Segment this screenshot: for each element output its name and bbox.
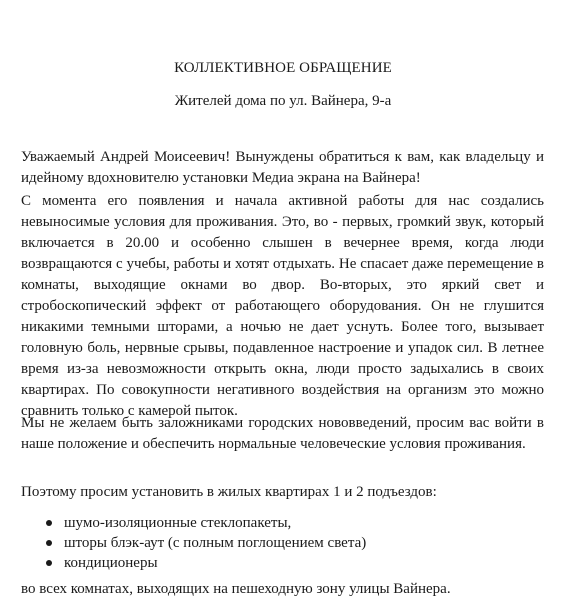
main-paragraph: С момента его появления и начала активной работы для нас создались невыносимые условия для проживания. Это, во - первых, громкий звук, который включается в 20.00 и особенно слышен в вечернее время, когда люди возвращаются с учебы, работы и хотят отдыхать. Не спасает даже перемещение в комнаты, выходящие окнами во двор. Во-вторых, это яркий свет и стробоскопический эффект от работающего оборудования. Он не глушится никакими темными шторами, а ночью не дает уснуть. Более того, вызывает головную боль, нервные срывы, подавленное настроение и упадок сил. В летнее время из-за невозможности открыть окна, люди просто задыхались в своих квартирах. По совокупности негативного воздействия на организм это можно сравнить только с камерой пыток. [21,193,544,419]
closing-line: во всех комнатах, выходящих на пешеходную зону улицы Вайнера. [21,581,451,597]
bullet-item: шторы блэк-аут (с полным поглощением света) [44,533,366,553]
bullet-item: кондиционеры [44,553,366,573]
bullet-item: шумо-изоляционные стеклопакеты, [44,513,366,533]
bullet-list [44,513,366,573]
greeting-paragraph: Уважаемый Андрей Моисеевич! Вынуждены обратиться к вам, как владельцу и идейному вдохновителю установки Медиа экрана на Вайнера! [21,149,544,186]
document-title: КОЛЛЕКТИВНОЕ ОБРАЩЕНИЕ [174,60,392,76]
request-paragraph: Мы не желаем быть заложниками городских нововведений, просим вас войти в наше положение и обеспечить нормальные человеческие условия проживания. [21,415,544,452]
document-subtitle: Жителей дома по ул. Вайнера, 9-а [174,93,392,109]
install-paragraph: Поэтому просим установить в жилых квартирах 1 и 2 подъездов: [21,484,437,500]
